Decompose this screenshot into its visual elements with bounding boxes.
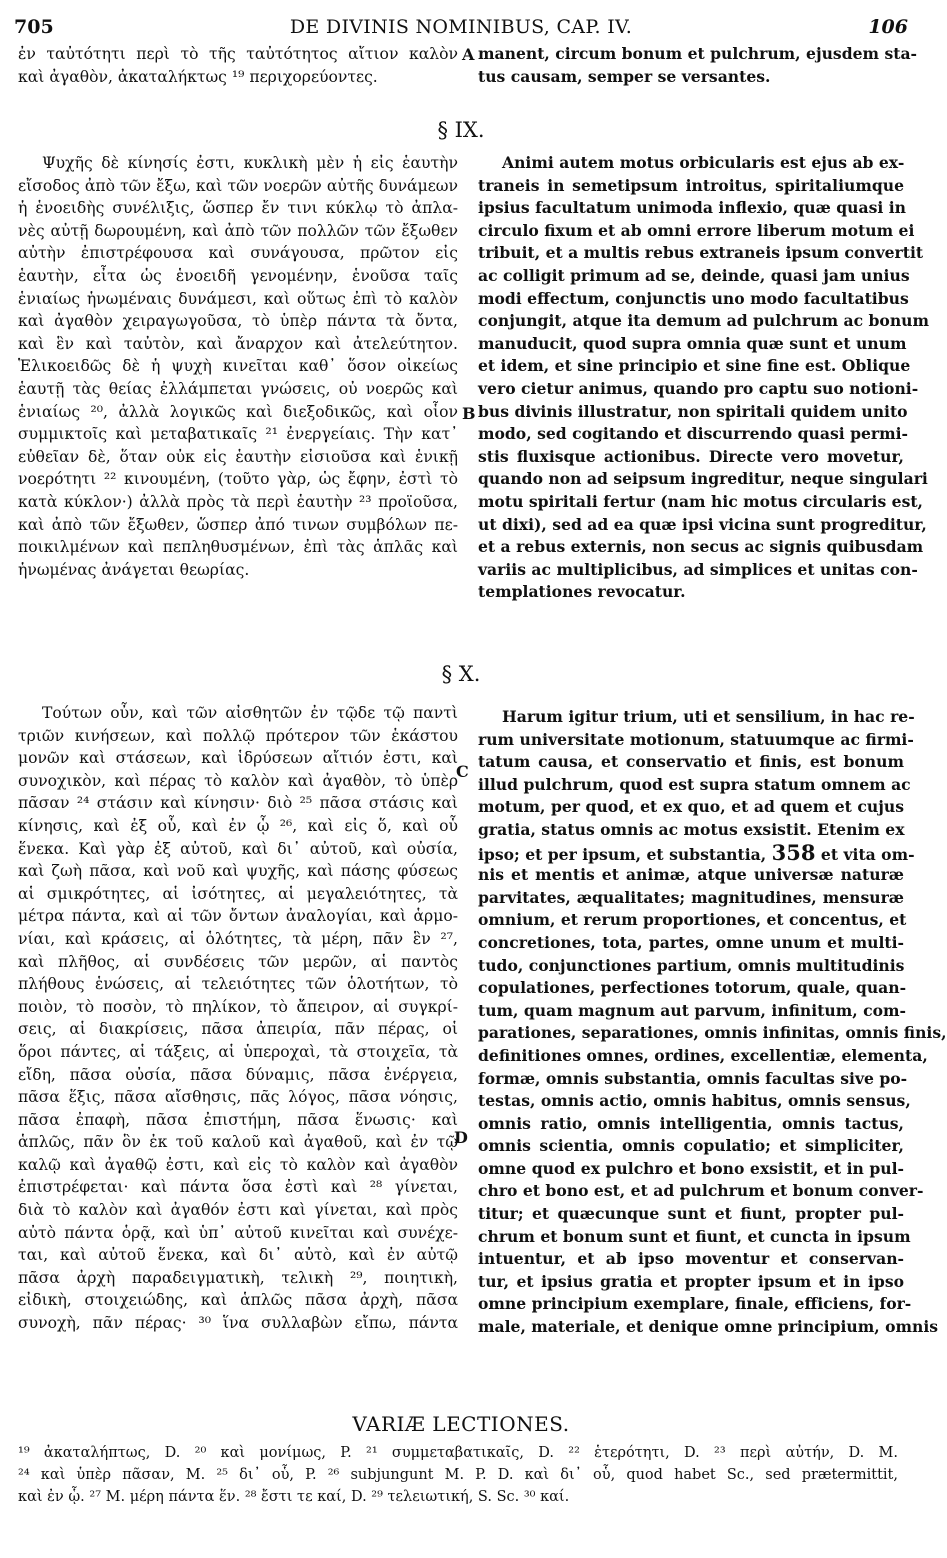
greek-line: κίνησις, καὶ ἐξ οὗ, καὶ ἐν ᾧ ²⁶, καὶ εἰς ὅ, καὶ οὗ bbox=[18, 816, 458, 835]
latin-line: stis fluxisque actionibus. Directe vero movetur, bbox=[478, 446, 904, 466]
latin-line: tatum causa, et conservatio et finis, est bonum bbox=[478, 752, 904, 772]
latin-line: chrum et bonum sunt et fiunt, et cuncta in ipsum bbox=[478, 1226, 911, 1246]
latin-line: parvitates, æqualitates; magnitudines, mensuræ bbox=[478, 887, 904, 907]
latin-line: ut dixi), sed ad ea quæ ipsi vicina sunt progreditur, bbox=[478, 514, 927, 534]
greek-line: καὶ πλῆθος, αἱ συνδέσεις τῶν μερῶν, αἱ παντὸς bbox=[18, 952, 458, 971]
latin-line: definitiones omnes, ordines, excellentiæ, elementa, bbox=[478, 1045, 928, 1065]
greek-line: μονῶν καὶ στάσεων, καὶ ἱδρύσεων αἴτιόν ἐστι, καὶ bbox=[18, 749, 458, 768]
greek-line: πᾶσα ἀρχὴ παραδειγματικὴ, τελικὴ ²⁹, ποιητικὴ, bbox=[18, 1268, 458, 1287]
latin-line: intuentur, et ab ipso moventur et conservan- bbox=[478, 1249, 904, 1269]
latin-line: omnis scientia, omnis copulatio; et simpliciter, bbox=[478, 1136, 904, 1156]
greek-line: ται, καὶ αὐτοῦ ἕνεκα, καὶ δι᾿ αὐτὸ, καὶ ἐν αὐτῷ bbox=[18, 1246, 458, 1265]
section-heading-x: § X. bbox=[441, 662, 481, 686]
margin-letter-a: A bbox=[462, 45, 475, 64]
greek-line: ἡ ἑνοειδὴς συνέλιξις, ὥσπερ ἔν τινι κύκλῳ τὸ ἀπλα- bbox=[18, 199, 458, 218]
latin-line: concretiones, tota, partes, omne unum et multi- bbox=[478, 932, 904, 952]
greek-line: ποιὸν, τὸ ποσὸν, τὸ πηλίκον, τὸ ἄπειρον, αἱ συγκρί- bbox=[18, 997, 458, 1016]
greek-line: ἐν ταὐτότητι περὶ τὸ τῆς ταὐτότητος αἴτιον καλὸν bbox=[18, 45, 458, 63]
greek-line: κατὰ κύκλον·) ἀλλὰ πρὸς τὰ περὶ ἑαυτὴν ²³ προϊοῦσα, bbox=[18, 492, 458, 511]
latin-line: motum, per quod, et ex quo, et ad quem et cujus bbox=[478, 797, 904, 817]
greek-line: πᾶσα ἕξις, πᾶσα αἴσθησις, πᾶς λόγος, πᾶσα νόησις, bbox=[18, 1088, 458, 1107]
greek-line: ἑνιαίως ἡνωμέναις δυνάμεσι, καὶ οὕτως ἐπὶ τὸ καλὸν bbox=[18, 289, 458, 308]
section-x-greek bbox=[18, 702, 458, 1335]
latin-line: manent, circum bonum et pulchrum, ejusdem sta- bbox=[478, 44, 918, 63]
greek-line: ὅροι πάντες, αἱ τάξεις, αἱ ὑπεροχαὶ, τὰ στοιχεῖα, τὰ bbox=[18, 1042, 458, 1061]
greek-line: ἑαυτῇ τὰς θείας ἐλλάμπεται γνώσεις, οὐ νοερῶς καὶ bbox=[18, 379, 458, 398]
latin-line: circulo fixum et ab omni errore liberum motum ei bbox=[478, 220, 915, 240]
latin-line: templationes revocatur. bbox=[478, 582, 686, 602]
latin-line: illud pulchrum, quod est supra statum omnem ac bbox=[478, 774, 911, 794]
latin-line: tur, et ipsius gratia et propter ipsum et in ipso bbox=[478, 1271, 904, 1291]
greek-line: μέτρα πάντα, καὶ αἱ τῶν ὄντων ἀναλογίαι, καὶ ἁρμο- bbox=[18, 907, 458, 926]
latin-line: copulationes, perfectiones totorum, quale, quan- bbox=[478, 978, 907, 998]
latin-line: ipso; et per ipsum, et substantia, bbox=[478, 844, 767, 864]
intro-greek bbox=[18, 43, 458, 88]
latin-line: ac colligit primum ad se, deinde, quasi jam unius bbox=[478, 265, 910, 285]
margin-letter-c: C bbox=[456, 762, 469, 781]
greek-line: συνοχὴ, πᾶν πέρας· ³⁰ ἵνα συλλαβὼν εἴπω, πάντα bbox=[18, 1314, 458, 1333]
latin-line: omne quod ex pulchro et bono exsistit, et in pul- bbox=[478, 1158, 904, 1178]
greek-line: ποικιλμένων καὶ πεπληθυσμένων, ἐπὶ τὰς ἁπλᾶς καὶ bbox=[18, 538, 458, 557]
section-ix-latin bbox=[478, 152, 930, 604]
margin-letter-d: D bbox=[454, 1128, 468, 1147]
greek-line: σεις, αἱ διακρίσεις, πᾶσα ἀπειρία, πᾶν πέρας, οἱ bbox=[18, 1020, 458, 1039]
greek-line: νὲς αὐτῇ δωρουμένη, καὶ ἀπὸ τῶν πολλῶν τῶν ἔξωθεν bbox=[18, 221, 458, 240]
greek-line: καὶ ἓν καὶ ταὐτὸν, καὶ ἄναρχον καὶ ἀτελεύτητον. bbox=[18, 334, 458, 353]
greek-line: Ἑλικοειδῶς δὲ ἡ ψυχὴ κινεῖται καθ᾿ ὅσον οἰκείως bbox=[18, 357, 458, 376]
latin-line: tudo, conjunctiones partium, omnis multitudinis bbox=[478, 955, 905, 975]
greek-line: ἕνεκα. Καὶ γὰρ ἐξ αὐτοῦ, καὶ δι᾿ αὐτοῦ, καὶ οὐσία, bbox=[18, 839, 458, 858]
latin-line: ipsius facultatum unimoda inflexio, quæ quasi in bbox=[478, 198, 906, 218]
running-header bbox=[14, 16, 908, 42]
latin-line-with-number bbox=[478, 839, 915, 865]
latin-line: et idem, et sine principio et sine fine est. Oblique bbox=[478, 356, 911, 376]
latin-line: conjungit, atque ita demum ad pulchrum ac bonum bbox=[478, 311, 930, 331]
greek-line: πᾶσα ἐπαφὴ, πᾶσα ἐπιστήμη, πᾶσα ἕνωσις· καὶ bbox=[18, 1110, 458, 1129]
margin-letter-b: B bbox=[462, 404, 476, 423]
greek-line: διὰ τὸ καλὸν καὶ ἀγαθόν ἐστι καὶ γίνεται, καὶ πρὸς bbox=[18, 1201, 458, 1220]
greek-line: Ψυχῆς δὲ κίνησίς ἐστι, κυκλικὴ μὲν ἡ εἰς ἑαυτὴν bbox=[42, 154, 458, 172]
intro-latin bbox=[478, 43, 918, 88]
greek-line: ἡνωμένας ἀνάγεται θεωρίας. bbox=[18, 560, 250, 579]
greek-line: πᾶσαν ²⁴ στάσιν καὶ κίνησιν· διὸ ²⁵ πᾶσα στάσις καὶ bbox=[18, 794, 458, 813]
variant-line: καὶ ἐν ᾧ. ²⁷ M. μέρη πάντα ἕν. ²⁸ ἔστι τε καί, D. ²⁹ τελειωτική, S. Sc. ³⁰ καί. bbox=[18, 1489, 570, 1505]
latin-line: nis et mentis et animæ, atque universæ naturæ bbox=[478, 865, 904, 885]
greek-line: τριῶν κινήσεων, καὶ πολλῷ πρότερον τῶν ἑκάστου bbox=[18, 726, 458, 745]
latin-line: testas, omnis actio, omnis habitus, omnis sensus, bbox=[478, 1091, 911, 1111]
variants-notes bbox=[18, 1442, 898, 1508]
latin-line: gratia, status omnis ac motus exsistit. Etenim ex bbox=[478, 819, 905, 839]
latin-line-tail: et vita om- bbox=[820, 844, 915, 864]
latin-line: omne principium exemplare, finale, efficiens, for- bbox=[478, 1294, 912, 1314]
greek-line: αἱ σμικρότητες, αἱ ἰσότητες, αἱ μεγαλειότητες, τὰ bbox=[18, 884, 458, 903]
latin-line: titur; et quæcunque sunt et fiunt, propter pul- bbox=[478, 1204, 904, 1224]
greek-line: εὐθεῖαν δὲ, ὅταν οὐκ εἰς ἑαυτὴν εἰσιοῦσα καὶ ἑνικῇ bbox=[18, 447, 458, 466]
greek-line: νίαι, καὶ κράσεις, αἱ ὁλότητες, τὰ μέρη, πᾶν ἓν ²⁷, bbox=[18, 929, 458, 948]
page-number-left: 705 bbox=[14, 16, 54, 38]
greek-line: εἴδη, πᾶσα οὐσία, πᾶσα δύναμις, πᾶσα ἐνέργεια, bbox=[18, 1065, 458, 1084]
latin-line: motu spiritali fertur (nam hic motus circularis est, bbox=[478, 491, 923, 511]
greek-line: καὶ ἀγαθὸν χειραγωγοῦσα, τὸ ὑπὲρ πάντα τὰ ὄντα, bbox=[18, 312, 458, 331]
latin-line: Harum igitur trium, uti et sensilium, in hac re- bbox=[502, 707, 915, 726]
latin-line: parationes, separationes, omnis infinitas, omnis finis, bbox=[478, 1023, 947, 1043]
section-x-latin bbox=[478, 706, 947, 1339]
latin-line: manuducit, quod supra omnia quæ sunt et unum bbox=[478, 333, 907, 353]
latin-line: tum, quam magnum aut parvum, infinitum, com- bbox=[478, 1000, 906, 1020]
latin-line: formæ, omnis substantia, omnis facultas sive po- bbox=[478, 1068, 908, 1088]
variants-title: VARIÆ LECTIONES. bbox=[352, 1412, 570, 1436]
running-title: DE DIVINIS NOMINIBUS, CAP. IV. bbox=[289, 16, 633, 38]
greek-line: αὐτὸ πάντα ὁρᾷ, καὶ ὑπ᾿ αὐτοῦ κινεῖται καὶ συνέχε- bbox=[18, 1223, 458, 1242]
latin-line: vero cietur animus, quando pro captu suo notioni- bbox=[478, 378, 919, 398]
latin-line: omnis ratio, omnis intelligentia, omnis tactus, bbox=[478, 1113, 904, 1133]
page-number-right: 106 bbox=[868, 16, 908, 38]
section-heading-ix: § IX. bbox=[437, 118, 485, 142]
variant-line: ¹⁹ ἀκαταλήπτως, D. ²⁰ καὶ μονίμως, P. ²¹ συμμεταβατικαῖς, D. ²² ἑτερότητι, D. ²³ περὶ αὐτήν, D. M. bbox=[18, 1445, 898, 1461]
latin-line: chro et bono est, et ad pulchrum et bonum conver- bbox=[478, 1181, 924, 1201]
latin-line: variis ac multiplicibus, ad simplices et unitas con- bbox=[478, 559, 918, 579]
latin-line: traneis in semetipsum introitus, spiritaliumque bbox=[478, 175, 904, 195]
latin-line: rum universitate motionum, statuumque ac firmi- bbox=[478, 729, 914, 749]
latin-line: Animi autem motus orbicularis est ejus ab ex- bbox=[502, 153, 905, 172]
latin-line: modo, sed cogitando et discurrendo quasi permi- bbox=[478, 424, 909, 444]
latin-line: modi effectum, conjunctis uno modo facultatibus bbox=[478, 288, 909, 308]
greek-line: ἑαυτὴν, εἶτα ὡς ἑνοειδῆ γενομένην, ἑνοῦσα ταῖς bbox=[18, 266, 458, 285]
greek-line: καλῷ καὶ ἀγαθῷ ἐστι, καὶ εἰς τὸ καλὸν καὶ ἀγαθὸν bbox=[18, 1155, 458, 1174]
greek-line: αὐτὴν ἐπιστρέφουσα καὶ συνάγουσα, πρῶτον εἰς bbox=[18, 244, 458, 263]
greek-line: καὶ ἀπὸ τῶν ἔξωθεν, ὥσπερ ἀπό τινων συμβόλων πε- bbox=[18, 515, 458, 534]
latin-line: omnium, et rerum proportiones, et concentus, et bbox=[478, 910, 907, 930]
greek-line: καὶ ἀγαθὸν, ἀκαταλήκτως ¹⁹ περιχορεύοντες. bbox=[18, 67, 378, 86]
latin-line: et a rebus externis, non secus ac signis quibusdam bbox=[478, 537, 924, 557]
latin-line: bus divinis illustratur, non spiritali quidem unito bbox=[478, 401, 908, 421]
greek-line: εἰδικὴ, στοιχειώδης, καὶ ἁπλῶς πᾶσα ἀρχὴ, πᾶσα bbox=[18, 1291, 458, 1310]
greek-line: καὶ ζωὴ πᾶσα, καὶ νοῦ καὶ ψυχῆς, καὶ πάσης φύσεως bbox=[18, 862, 458, 881]
greek-line: πλήθους ἑνώσεις, αἱ τελειότητες τῶν ὁλοτήτων, τὸ bbox=[18, 975, 458, 994]
column-number: 358 bbox=[771, 839, 816, 865]
greek-line: ἁπλῶς, πᾶν ὃν ἐκ τοῦ καλοῦ καὶ ἀγαθοῦ, καὶ ἐν τῷ bbox=[18, 1133, 458, 1152]
greek-line: εἴσοδος ἀπὸ τῶν ἔξω, καὶ τῶν νοερῶν αὐτῆς δυνάμεων bbox=[18, 176, 458, 195]
latin-line: tribuit, et a multis rebus extraneis ipsum convertit bbox=[478, 243, 924, 263]
greek-line: νοερότητι ²² κινουμένη, (τοῦτο γὰρ, ὡς ἔφην, ἐστὶ τὸ bbox=[18, 470, 458, 489]
greek-line: ἐπιστρέφεται· καὶ πάντα ὅσα ἐστὶ καὶ ²⁸ γίνεται, bbox=[18, 1178, 458, 1197]
section-ix-greek bbox=[18, 152, 458, 581]
greek-line: συμμικτοῖς καὶ μεταβατικαῖς ²¹ ἐνεργείαις. Τὴν κατ᾿ bbox=[18, 425, 458, 444]
latin-line: tus causam, semper se versantes. bbox=[478, 66, 771, 86]
greek-line: συνοχικὸν, καὶ πέρας τὸ καλὸν καὶ ἀγαθὸν, τὸ ὑπὲρ bbox=[18, 771, 458, 790]
latin-line: quando non ad seipsum ingreditur, neque singulari bbox=[478, 469, 928, 489]
greek-line: Τούτων οὖν, καὶ τῶν αἰσθητῶν ἐν τῷδε τῷ παντὶ bbox=[42, 704, 458, 722]
greek-line: ἑνιαίως ²⁰, ἀλλὰ λογικῶς καὶ διεξοδικῶς, καὶ οἷον bbox=[18, 402, 458, 421]
variant-line: ²⁴ καὶ ὑπὲρ πᾶσαν, M. ²⁵ δι᾿ οὗ, P. ²⁶ subjungunt M. P. D. καὶ δι᾿ οὗ, quod habet Sc., sed prætermittit, bbox=[18, 1467, 898, 1483]
latin-line: male, materiale, et denique omne principium, omnis bbox=[478, 1317, 939, 1337]
